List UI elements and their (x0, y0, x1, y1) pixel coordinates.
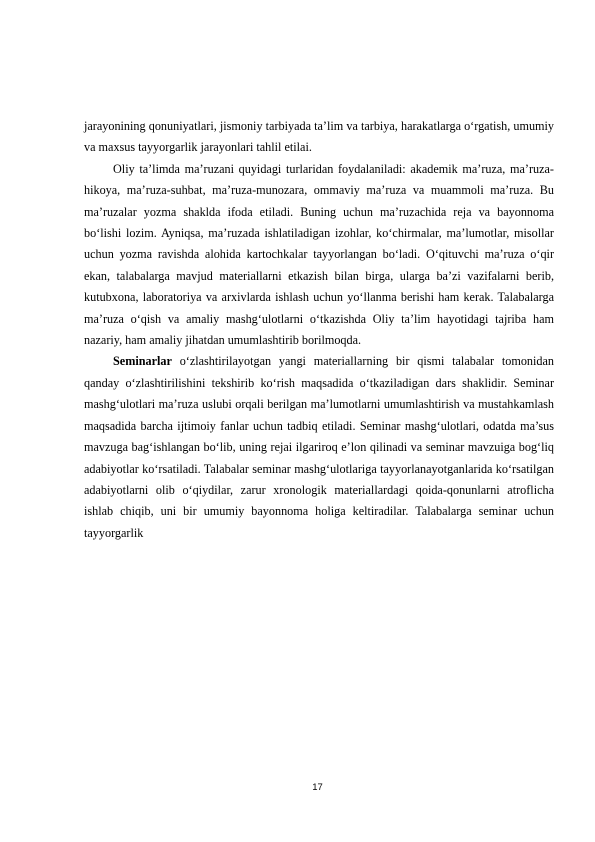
paragraph-1: jarayonining qonuniyatlari, jismoniy tarbiyada ta’lim va tarbiya, harakatlarga o‘rgatish, umumiy va maxsus tayyorgarlik jarayonlari tahlil etilai. (84, 119, 554, 155)
body-text (84, 116, 554, 544)
paragraph-3 (84, 351, 554, 544)
page-number: 17 (312, 782, 323, 793)
paragraph-3-text: o‘zlashtirilayotgan yangi materiallarning bir qismi talabalar tomonidan qanday o‘zlashtirilishini tekshirib ko‘rish maqsadida o‘tkaziladigan dars shaklidir. Seminar mashg‘ulotlari ma’ruza uslubi orqali berilgan ma’lumotlarni umumlashtirish va mustahkamlash maqsadida barcha ijtimoiy fanlar uchun tadbiq etiladi. Seminar mashg‘ulotlari, odatda ma’sus mavzuga bag‘ishlangan bo‘lib, uning rejai ilgariroq e’lon qilinadi va seminar mavzuiga bog‘liq adabiyotlar ko‘rsatiladi. Talabalar seminar mashg‘ulotlariga tayyorlanayotganlarida ko‘rsatilgan adabiyotlarni olib o‘qiydilar, zarur xronologik materiallardagi qoida-qonunlarni atroflicha ishlab chiqib, uni bir umumiy bayonnoma holiga keltiradilar. Talabalarga seminar uchun tayyorgarlik (84, 354, 554, 540)
paragraph-3-bold-term: Seminarlar (113, 354, 172, 369)
paragraph-2: Oliy ta’limda ma’ruzani quyidagi turlaridan foydalaniladi: akademik ma’ruza, ma’ruza-hikoya, ma’ruza-suhbat, ma’ruza-munozara, ommaviy ma’ruza va muammoli ma’ruza. Bu ma’ruzalar yozma shaklda ifoda etiladi. Buning uchun ma’ruzachida reja va bayonnoma bo‘lishi lozim. Ayniqsa, ma’ruzada ishlatiladigan izohlar, ko‘chirmalar, ma’lumotlar, misollar uchun yozma ravishda alohida kartochkalar tayyorlangan bo‘ladi. O‘qituvchi ma’ruza o‘qir ekan, talabalarga mavjud materiallarni etkazish bilan birga, ularga ba’zi vazifalarni berib, kutubxona, laboratoriya va arxivlarda ishlash uchun yo‘llanma berishi ham kerak. Talabalarga ma’ruza o‘qish va amaliy mashg‘ulotlarni o‘tkazishda Oliy ta’lim hayotidagi tajriba ham nazariy, ham amaliy jihatdan umumlashtirib borilmoqda. (84, 161, 554, 348)
